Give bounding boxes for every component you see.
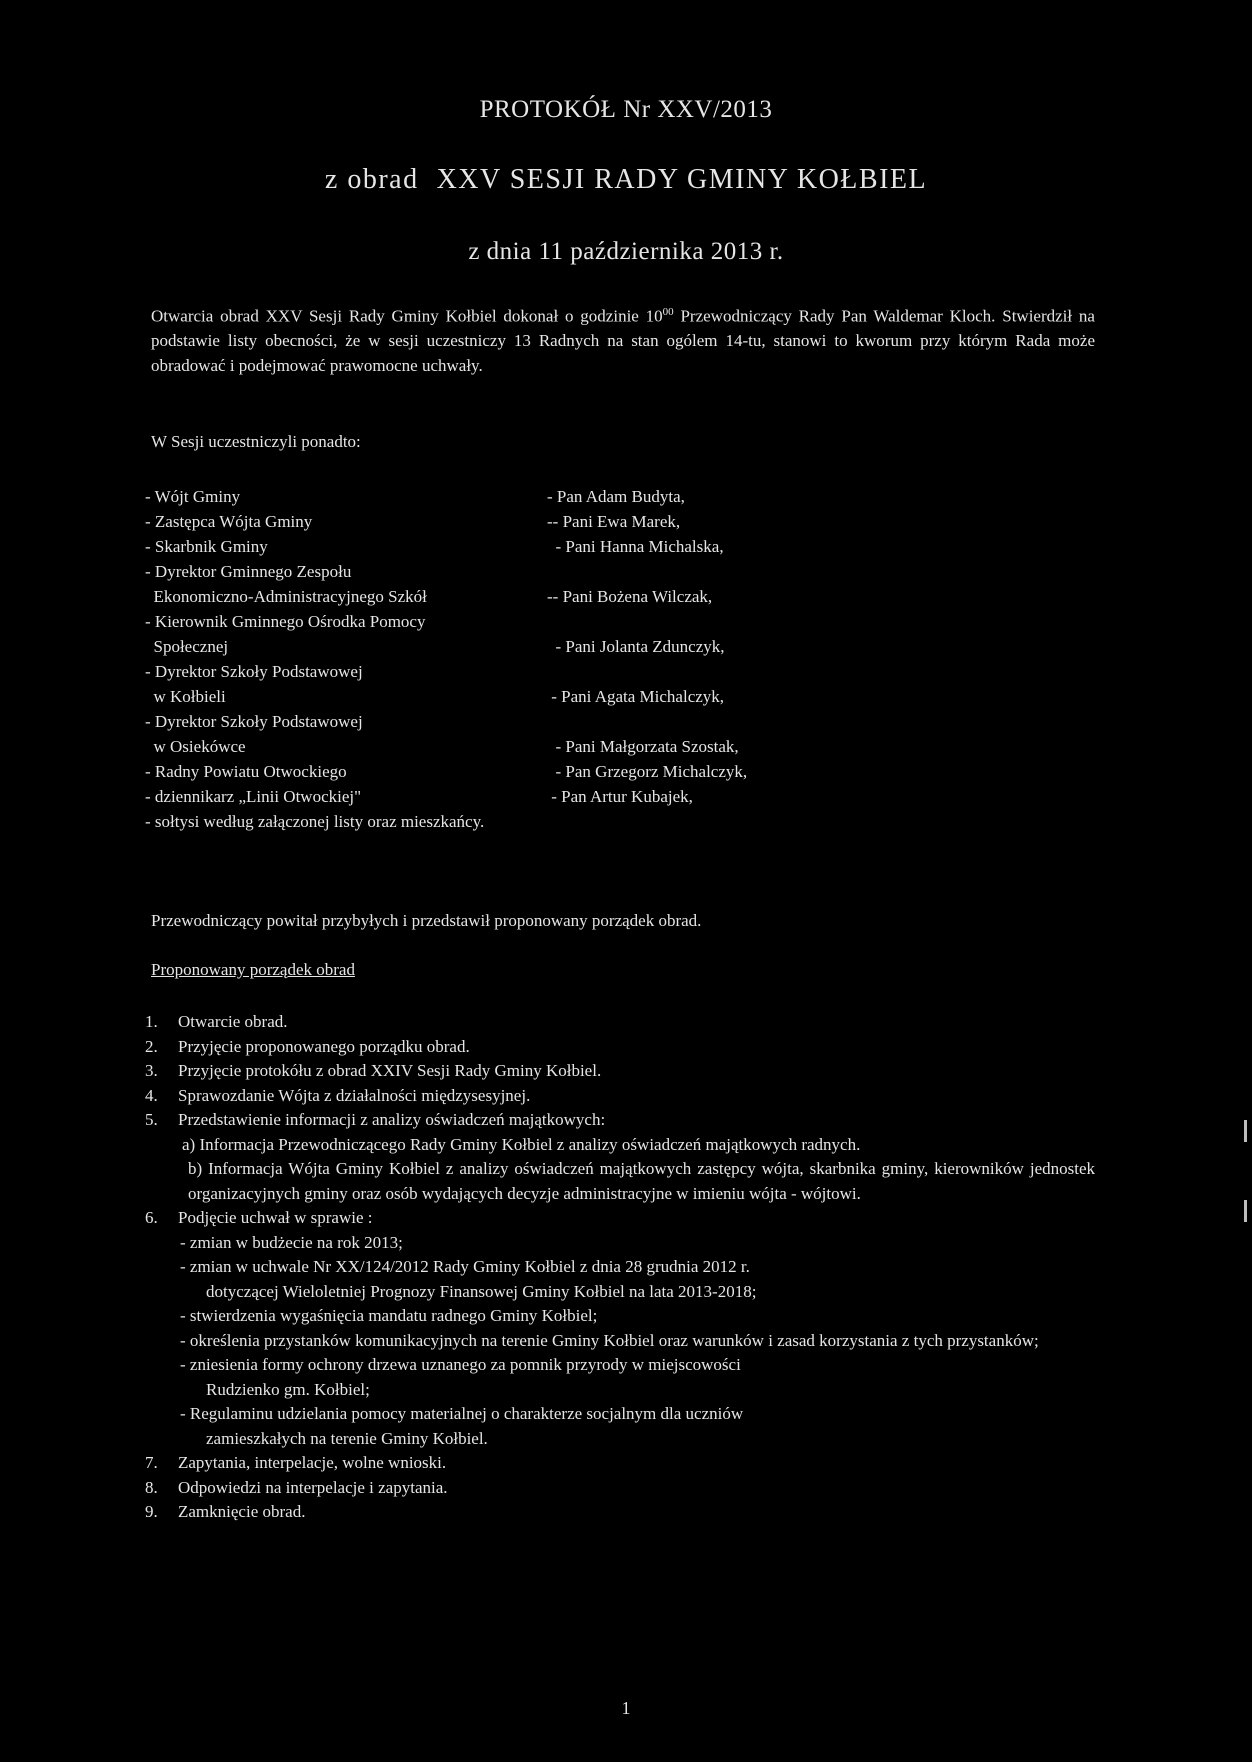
agenda-item [145,1206,1095,1451]
resolution-item: - zmian w budżecie na rok 2013; [180,1232,403,1252]
intro-text-start: Otwarcia obrad XXV Sesji Rady Gminy Kołbiel dokonał o godzinie 10 [151,306,663,326]
agenda-item-text: Przyjęcie protokółu z obrad XXIV Sesji Rady Gminy Kołbiel. [178,1061,602,1080]
attendee-name: - Pan Adam Budyta, [547,487,685,506]
agenda-heading: Proponowany porządek obrad [151,960,355,979]
attendee-row [145,709,1095,734]
agenda-item-text: Otwarcie obrad. [178,1012,288,1031]
attendee-role: - Radny Powiatu Otwockiego [145,762,347,781]
attendee-row [145,509,1095,534]
attendee-name [547,659,1095,684]
attendee-row [145,584,1095,609]
attendee-row [145,634,1095,659]
agenda-item [145,1451,1095,1476]
attendee-role: - Wójt Gminy [145,487,241,506]
attendees-list [145,484,1095,834]
agenda-item-text: Odpowiedzi na interpelacje i zapytania. [178,1477,448,1497]
agenda-item-number: 9. [145,1502,158,1521]
intro-paragraph [151,300,1095,378]
greeting-paragraph: Przewodniczący powitał przybyłych i przedstawił proponowany porządek obrad. [151,911,702,930]
agenda-item-text: Przedstawienie informacji z analizy oświadczeń majątkowych: [178,1110,606,1129]
agenda-item [145,1476,1095,1501]
attendee-name [547,709,1095,734]
agenda-item-number: 4. [145,1085,158,1105]
attendee-role: - dziennikarz „Linii Otwockiej" [145,787,362,806]
attendee-name [547,559,1095,584]
attendee-row [145,534,1095,559]
agenda-item [145,1500,1095,1525]
attendee-name: - Pani Agata Michalczyk, [547,687,725,706]
resolution-item-continuation: Rudzienko gm. Kołbiel; [206,1379,370,1399]
attendee-row [145,659,1095,684]
agenda-list [145,1010,1095,1525]
attendee-row [145,809,1095,834]
session-main: XXV SESJI RADY GMINY KOŁBIEL [436,164,928,195]
session-heading [0,164,1252,196]
resolution-item: - zmian w uchwale Nr XX/124/2012 Rady Gminy Kołbiel z dnia 28 grudnia 2012 r. [180,1257,750,1276]
session-prefix: z obrad [324,164,419,195]
agenda-item-number: 8. [145,1477,158,1497]
resolution-item: - stwierdzenia wygaśnięcia mandatu radnego Gminy Kołbiel; [180,1306,598,1325]
attendee-role: Ekonomiczno-Administracyjnego Szkół [145,587,427,606]
attendee-role: - Dyrektor Szkoły Podstawowej [145,662,363,681]
agenda-subitem-a: a) Informacja Przewodniczącego Rady Gminy Kołbiel z analizy oświadczeń majątkowych radnych. [182,1134,861,1154]
agenda-item-number: 1. [145,1012,158,1031]
scan-edge-mark [1244,1200,1247,1222]
attendee-role: - Skarbnik Gminy [145,537,268,556]
agenda-item-number: 5. [145,1110,158,1129]
attendee-role: Społecznej [145,637,229,656]
resolution-item: - określenia przystanków komunikacyjnych na terenie Gminy Kołbiel oraz warunków i zasad korzystania z tych przystanków; [180,1330,1039,1350]
agenda-item [145,1108,1095,1206]
scan-edge-mark [1244,1120,1247,1142]
agenda-item [145,1084,1095,1109]
attendee-name: - Pan Artur Kubajek, [547,787,693,806]
intro-text-end: Przewodniczący Rady Pan Waldemar Kloch. Stwierdził na podstawie listy obecności, że w sesji uczestniczy 13 Radnych na stan ogólem 14-tu, stanowi to kworum przy którym Rada może obradować i podejmować prawomocne uchwały. [151,306,1095,375]
attendee-name [547,609,1095,634]
agenda-item-number: 6. [145,1208,158,1227]
attendee-row [145,609,1095,634]
attendee-name: - Pani Jolanta Zdunczyk, [547,637,725,656]
agenda-item [145,1059,1095,1084]
attendee-role: - Dyrektor Gminnego Zespołu [145,562,352,581]
attendee-name: -- Pani Ewa Marek, [547,512,681,531]
attendee-role: w Osiekówce [145,737,246,756]
page-number: 1 [621,1698,631,1718]
agenda-item [145,1010,1095,1035]
attendee-role: w Kołbieli [145,687,226,706]
attendee-row [145,684,1095,709]
attendee-row [145,559,1095,584]
attendee-row [145,784,1095,809]
attendee-name: - Pani Małgorzata Szostak, [547,737,739,756]
resolution-item-continuation: dotyczącej Wieloletniej Prognozy Finansowej Gminy Kołbiel na lata 2013-2018; [206,1281,757,1301]
attendee-role: - Dyrektor Szkoły Podstawowej [145,712,363,731]
resolution-item: - zniesienia formy ochrony drzewa uznanego za pomnik przyrody w miejscowości [180,1355,741,1374]
attendee-role: - sołtysi według załączonej listy oraz mieszkańcy. [145,812,485,831]
session-date: z dnia 11 października 2013 r. [468,238,784,265]
attendee-role: - Kierownik Gminnego Ośrodka Pomocy [145,612,426,631]
resolution-item-continuation: zamieszkałych na terenie Gminy Kołbiel. [206,1428,488,1448]
agenda-item-text: Zamknięcie obrad. [178,1502,306,1521]
agenda-item-text: Sprawozdanie Wójta z działalności międzysesyjnej. [178,1085,531,1105]
attendee-name [547,809,1095,834]
agenda-item-text: Podjęcie uchwał w sprawie : [178,1208,373,1227]
agenda-item-number: 3. [145,1061,158,1080]
agenda-item-number: 7. [145,1453,158,1472]
attendee-name: -- Pani Bożena Wilczak, [547,587,713,606]
agenda-item [145,1035,1095,1060]
resolution-item: - Regulaminu udzielania pomocy materialnej o charakterze socjalnym dla uczniów [180,1404,744,1423]
protocol-title: PROTOKÓŁ Nr XXV/2013 [479,96,773,123]
attendee-row [145,759,1095,784]
agenda-item-number: 2. [145,1036,158,1056]
agenda-item-text: Zapytania, interpelacje, wolne wnioski. [178,1453,447,1472]
attendees-intro: W Sesji uczestniczyli ponadto: [151,432,361,451]
intro-time-superscript: 00 [662,306,674,318]
attendee-row [145,734,1095,759]
agenda-subitem-b: b) Informacja Wójta Gminy Kołbiel z analizy oświadczeń majątkowych zastępcy wójta, skarbnika gminy, kierowników jednostek organizacyjnych gminy oraz osób wydających decyzje administracyjne w imieniu wójta - wójtowi. [188,1159,1095,1203]
attendee-row [145,484,1095,509]
attendee-name: - Pan Grzegorz Michalczyk, [547,762,748,781]
attendee-role: - Zastępca Wójta Gminy [145,512,313,531]
attendee-name: - Pani Hanna Michalska, [547,537,724,556]
agenda-item-text: Przyjęcie proponowanego porządku obrad. [178,1036,470,1056]
